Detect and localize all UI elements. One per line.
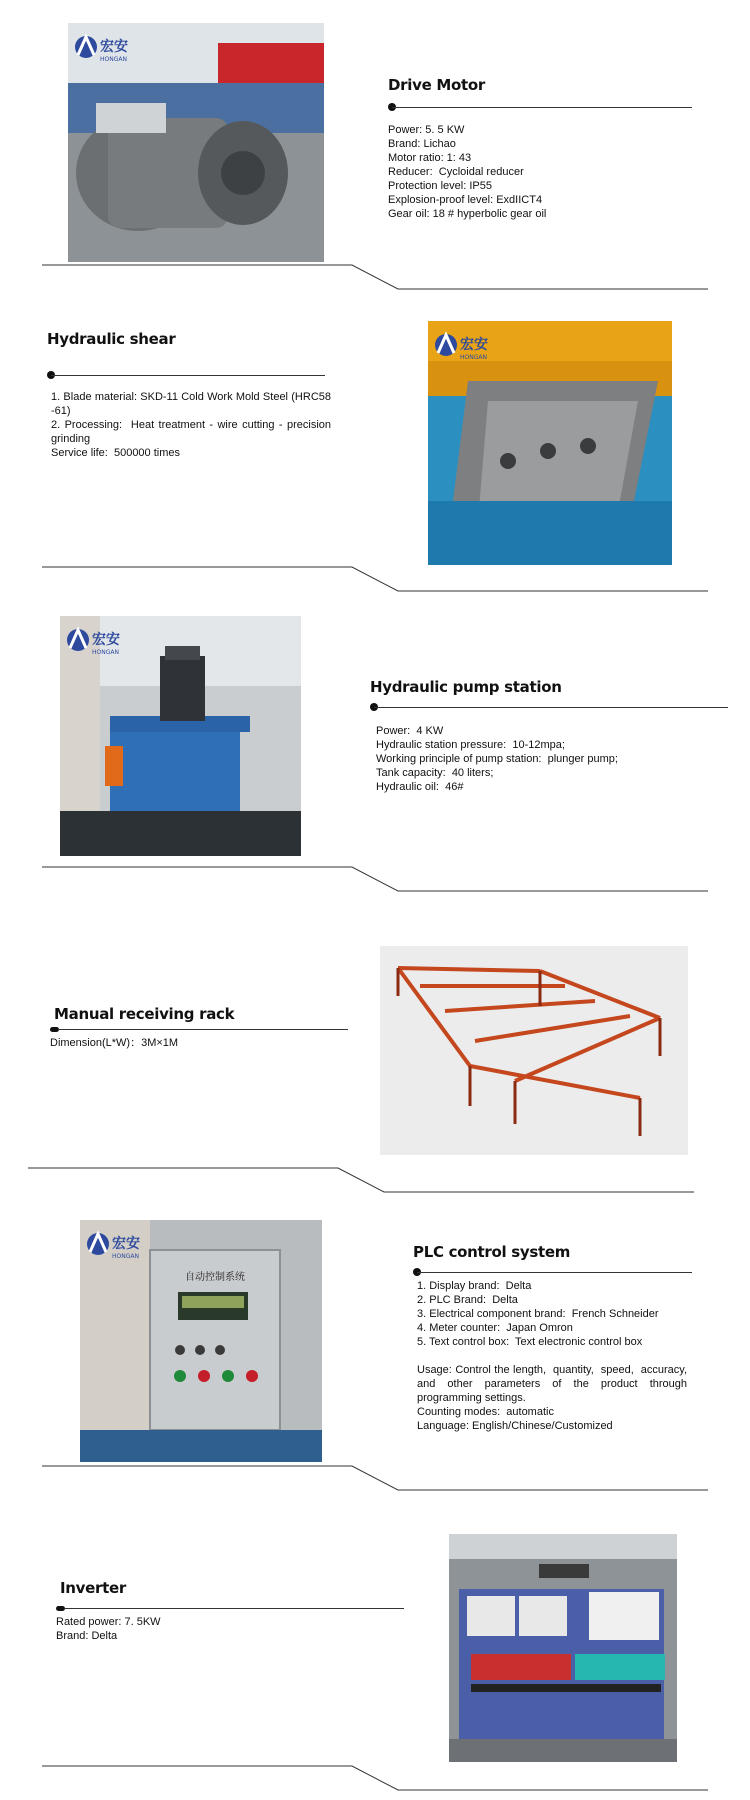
spec-line: Hydraulic station pressure: 10-12mpa;: [376, 739, 565, 751]
section-title: PLC control system: [413, 1243, 571, 1261]
spec-line: Protection level: IP55: [388, 180, 492, 192]
svg-text:HONGAN: HONGAN: [112, 1253, 139, 1260]
spec-line: 2. PLC Brand: Delta: [417, 1294, 518, 1306]
spec-line: Power: 4 KW: [376, 725, 444, 737]
spec-line: Working principle of pump station: plunger pump;: [376, 753, 618, 765]
spec-line: 3. Electrical component brand: French Schneider: [417, 1308, 659, 1320]
svg-text:HONGAN: HONGAN: [92, 649, 119, 656]
spec-line: Dimension(L*W)：3M×1M: [50, 1037, 179, 1049]
svg-text:自动控制系统: 自动控制系统: [185, 1272, 245, 1283]
spec-line: Language: English/Chinese/Customized: [417, 1420, 613, 1432]
spec-line: 2. Processing: Heat treatment - wire cutting - precision grinding: [51, 419, 335, 445]
spec-line: Brand: Delta: [56, 1630, 118, 1642]
section-title: Inverter: [60, 1579, 126, 1597]
spec-line: Motor ratio: 1: 43: [388, 152, 472, 164]
spec-line: 1. Blade material: SKD-11 Cold Work Mold Steel (HRC58 -61): [51, 391, 335, 417]
section-title: Hydraulic pump station: [370, 678, 562, 696]
title-underline: [64, 1608, 404, 1609]
svg-text:宏安: 宏安: [92, 632, 120, 648]
spec-line: Gear oil: 18 # hyperbolic gear oil: [388, 208, 547, 220]
svg-text:HONGAN: HONGAN: [100, 56, 127, 63]
section-title: Hydraulic shear: [47, 330, 176, 348]
spec-line: Explosion-proof level: ExdIICT4: [388, 194, 543, 206]
section-title: Manual receiving rack: [54, 1005, 235, 1023]
spec-line: 1. Display brand: Delta: [417, 1280, 532, 1292]
svg-text:宏安: 宏安: [460, 337, 488, 353]
spec-line: Reducer: Cycloidal reducer: [388, 166, 524, 178]
spec-line: Usage: Control the length, quantity, speed, accuracy, and other parameters of the product through programming settings.: [417, 1364, 691, 1404]
spec-list: [56, 1615, 356, 1643]
svg-text:宏安: 宏安: [100, 39, 128, 55]
spec-line: Brand: Lichao: [388, 138, 456, 150]
spec-line: Service life: 500000 times: [51, 447, 181, 459]
svg-text:HONGAN: HONGAN: [460, 354, 487, 361]
spec-line: Tank capacity: 40 liters;: [376, 767, 494, 779]
spec-line: Counting modes: automatic: [417, 1406, 554, 1418]
spec-line: Rated power: 7. 5KW: [56, 1616, 161, 1628]
section-divider: [0, 1764, 750, 1794]
section-title: Drive Motor: [388, 76, 485, 94]
svg-text:宏安: 宏安: [112, 1236, 140, 1252]
spec-line: 5. Text control box: Text electronic control box: [417, 1336, 643, 1348]
inverter-cabinet-photo: [449, 1534, 677, 1762]
spec-line: 4. Meter counter: Japan Omron: [417, 1322, 573, 1334]
spec-line: Power: 5. 5 KW: [388, 124, 465, 136]
spec-line: Hydraulic oil: 46#: [376, 781, 464, 793]
